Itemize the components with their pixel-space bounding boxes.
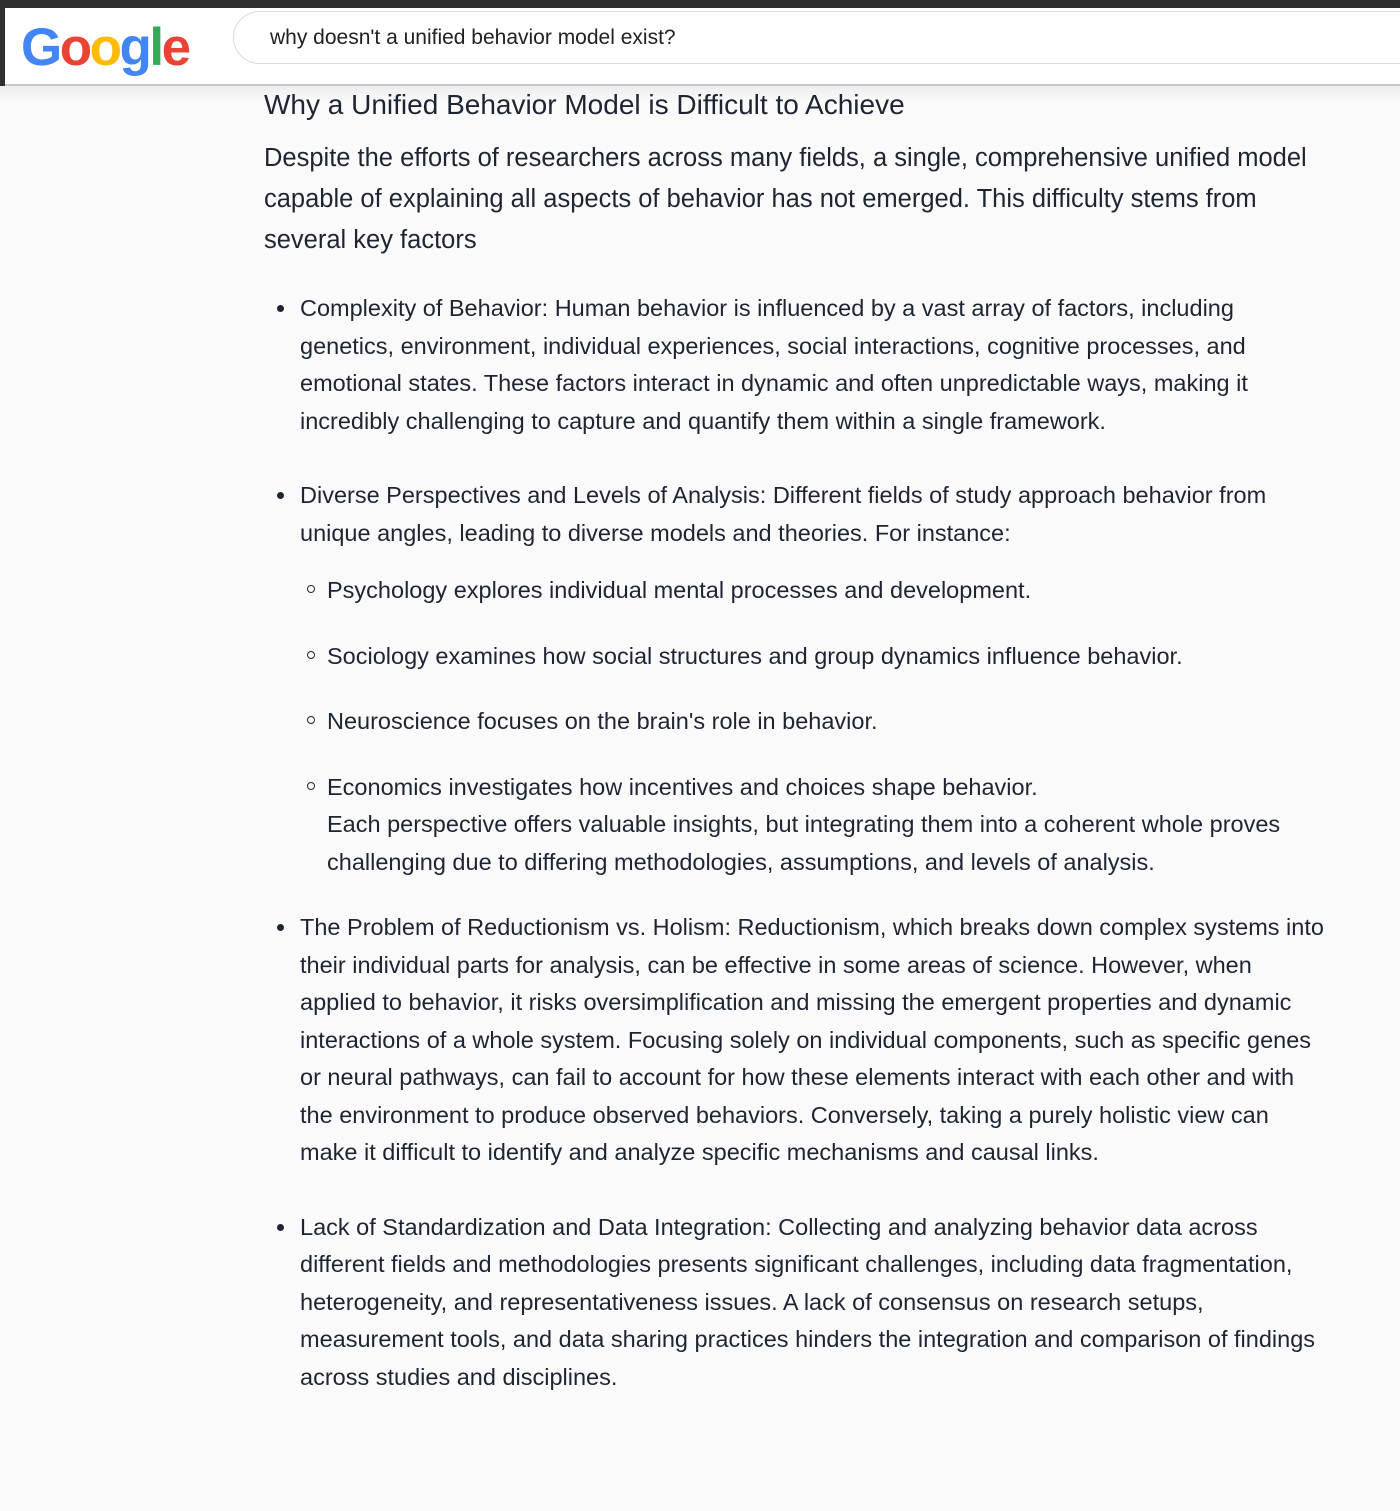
search-bar[interactable] — [233, 11, 1400, 64]
browser-top-edge — [0, 0, 1400, 8]
bullet-diverse-perspectives — [264, 477, 1329, 881]
answer-heading: Why a Unified Behavior Model is Difficult to Achieve — [264, 89, 905, 120]
search-header — [0, 8, 1400, 86]
sub-bullet-psychology: Psychology explores individual mental processes and development. — [300, 572, 1329, 610]
sub-bullet-sociology: Sociology examines how social structures and group dynamics influence behavior. — [300, 638, 1329, 676]
bullet-text: The Problem of Reductionism vs. Holism: Reductionism, which breaks down complex systems into their individual parts for analysis, can be effective in some areas of science. However, when applied to behavior, it risks oversimplification and missing the emergent properties and dynamic interactions of a whole system. Focusing solely on individual components, such as specific genes or neural pathways, can fail to account for how these elements interact with each other and with the environment to produce observed behaviors. Conversely, taking a purely holistic view can make it difficult to identify and analyze specific mechanisms and causal links. — [300, 914, 1324, 1165]
browser-left-edge — [0, 0, 5, 86]
logo-letter: g — [119, 18, 150, 77]
sub-bullet-economics-continuation: Each perspective offers valuable insights, but integrating them into a coherent whole proves challenging due to differing methodologies, assumptions, and levels of analysis. — [327, 811, 1281, 875]
bullet-complexity-of-behavior — [264, 290, 1329, 440]
sub-bullet-neuroscience: Neuroscience focuses on the brain's role in behavior. — [300, 703, 1329, 741]
sub-bullet-economics — [300, 769, 1329, 882]
key-factors-list — [264, 290, 1329, 1396]
sub-bullet-economics-line: Economics investigates how incentives and choices shape behavior. — [327, 773, 1038, 800]
intro-paragraph: Despite the efforts of researchers across many fields, a single, comprehensive unified model capable of explaining all aspects of behavior has not emerged. This difficulty stems from several key factors — [264, 144, 1307, 254]
bullet-lack-of-standardization — [264, 1209, 1329, 1397]
bullet-text: Lack of Standardization and Data Integration: Collecting and analyzing behavior data across different fields and methodologies presents significant challenges, including data fragmentation, heterogeneity, and representativeness issues. A lack of consensus on research setups, measurement tools, and data sharing practices hinders the integration and comparison of findings across studies and disciplines. — [300, 1213, 1316, 1390]
bullet-text: Diverse Perspectives and Levels of Analysis: Different fields of study approach behavior from unique angles, leading to diverse models and theories. For instance: — [300, 482, 1267, 546]
bullet-reductionism-vs-holism — [264, 909, 1329, 1172]
results-area — [0, 86, 1400, 1511]
fields-sublist — [300, 572, 1329, 881]
search-query-text: why doesn't a unified behavior model exist? — [270, 25, 676, 49]
logo-letter: o — [59, 18, 90, 77]
logo-letter: o — [89, 18, 120, 77]
google-logo[interactable] — [21, 17, 189, 79]
ai-answer — [264, 86, 1329, 1396]
bullet-text: Complexity of Behavior: Human behavior is influenced by a vast array of factors, including genetics, environment, individual experiences, social interactions, cognitive processes, and emotional states. These factors interact in dynamic and often unpredictable ways, making it incredibly challenging to capture and quantify them within a single framework. — [300, 295, 1248, 434]
logo-letter: l — [149, 18, 162, 77]
logo-letter: e — [161, 18, 189, 77]
logo-letter: G — [21, 18, 60, 77]
